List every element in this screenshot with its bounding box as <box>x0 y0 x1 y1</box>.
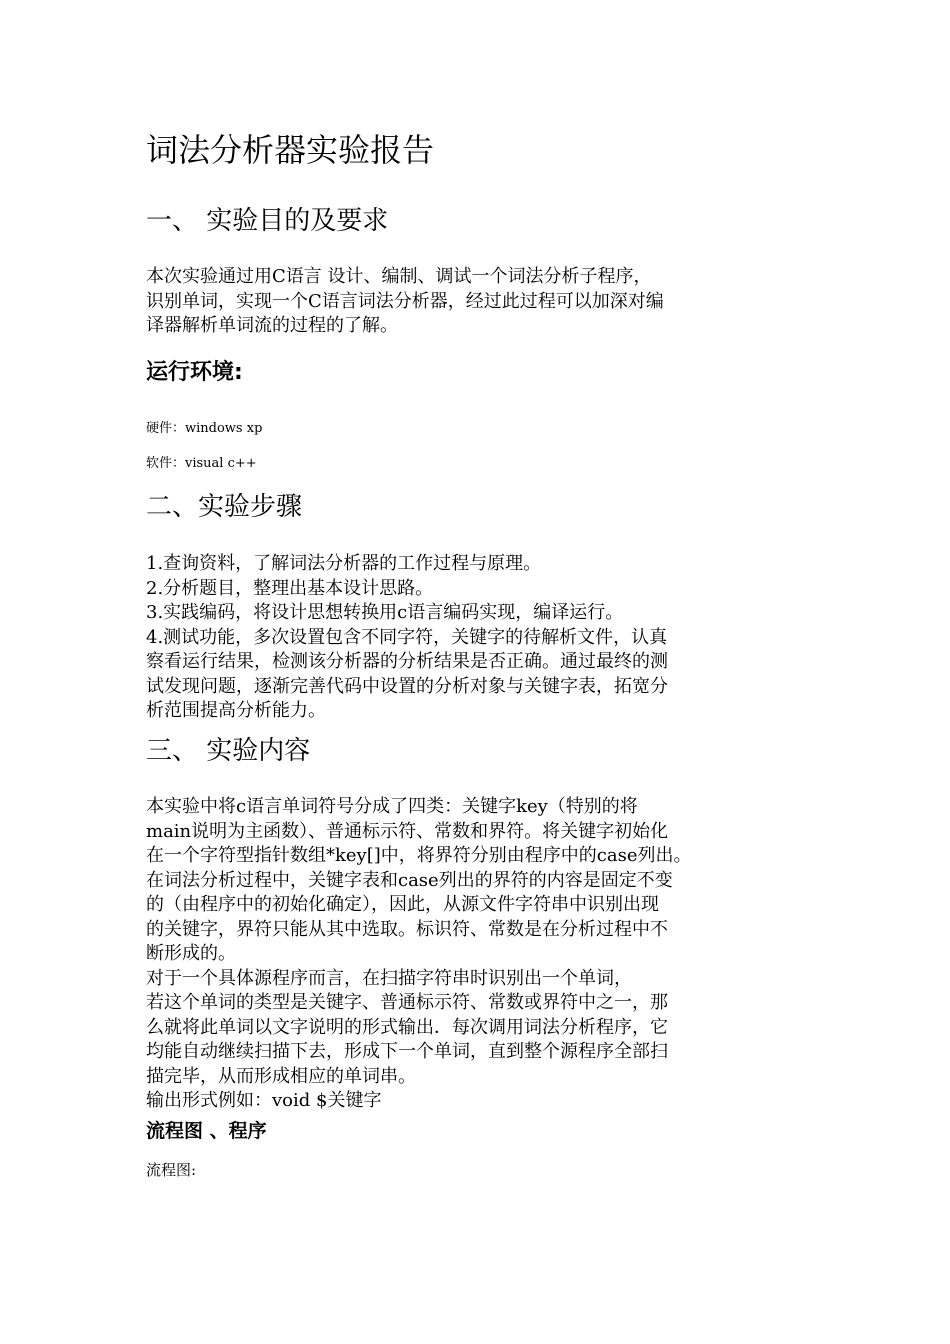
environment-heading: 运行环境: <box>146 360 243 385</box>
page-title: 词法分析器实验报告 <box>146 131 435 169</box>
text-line: 若这个单词的类型是关键字、普通标示符、常数或界符中之一，那 <box>146 992 668 1013</box>
step-line: 析范围提高分析能力。 <box>146 700 326 721</box>
text-line: 的（由程序中的初始化确定），因此，从源文件字符串中识别出现 <box>146 894 659 915</box>
text-line: 本实验中将c语言单词符号分成了四类：关键字key（特别的将 <box>146 796 638 817</box>
flowchart-label: 流程图: <box>146 1161 197 1179</box>
text-line: 在词法分析过程中，关键字表和case列出的界符的内容是固定不变 <box>146 869 673 891</box>
text-line: 本次实验通过用C语言 设计、编制、调试一个词法分析子程序， <box>146 266 652 287</box>
step-line: 2.分析题目，整理出基本设计思路。 <box>146 577 434 599</box>
text-line: 识别单词，实现一个C语言词法分析器，经过此过程可以加深对编 <box>146 290 664 312</box>
text-line: 么就将此单词以文字说明的形式输出．每次调用词法分析程序，它 <box>146 1016 668 1038</box>
software-line: 软件：visual c++ <box>146 456 257 471</box>
text-line: 译器解析单词流的过程的了解。 <box>146 315 398 336</box>
step-line: 3.实践编码，将设计思想转换用c语言编码实现，编译运行。 <box>146 602 624 623</box>
step-line: 1.查询资料，了解词法分析器的工作过程与原理。 <box>146 553 542 574</box>
section-heading-steps: 二、实验步骤 <box>146 492 303 522</box>
text-line: 均能自动继续扫描下去，形成下一个单词，直到整个源程序全部扫 <box>146 1041 668 1062</box>
step-line: 试发现问题，逐渐完善代码中设置的分析对象与关键字表，拓宽分 <box>146 675 668 697</box>
text-line: 对于一个具体源程序而言，在扫描字符串时识别出一个单词， <box>146 967 632 989</box>
content-paragraph <box>146 795 826 1114</box>
text-line: 断形成的。 <box>146 943 236 964</box>
text-line: 描完毕，从而形成相应的单词串。 <box>146 1065 416 1087</box>
flowchart-heading: 流程图 、程序 <box>146 1120 267 1142</box>
text-line: main说明为主函数）、普通标示符、常数和界符。将关键字初始化 <box>146 820 669 842</box>
text-line: 输出形式例如：void $关键字 <box>146 1090 382 1111</box>
text-line: 的关键字，界符只能从其中选取。标识符、常数是在分析过程中不 <box>146 918 668 940</box>
purpose-paragraph <box>146 265 826 339</box>
section-heading-content: 三、 实验内容 <box>146 736 311 766</box>
section-heading-purpose: 一、 实验目的及要求 <box>146 206 389 236</box>
step-line: 察看运行结果，检测该分析器的分析结果是否正确。通过最终的测 <box>146 651 668 672</box>
hardware-line: 硬件：windows xp <box>146 421 263 436</box>
text-line: 在一个字符型指针数组*key[]中，将界符分别由程序中的case列出。 <box>146 845 692 866</box>
step-line: 4.测试功能，多次设置包含不同字符，关键字的待解析文件，认真 <box>146 626 668 648</box>
steps-list <box>146 552 826 724</box>
